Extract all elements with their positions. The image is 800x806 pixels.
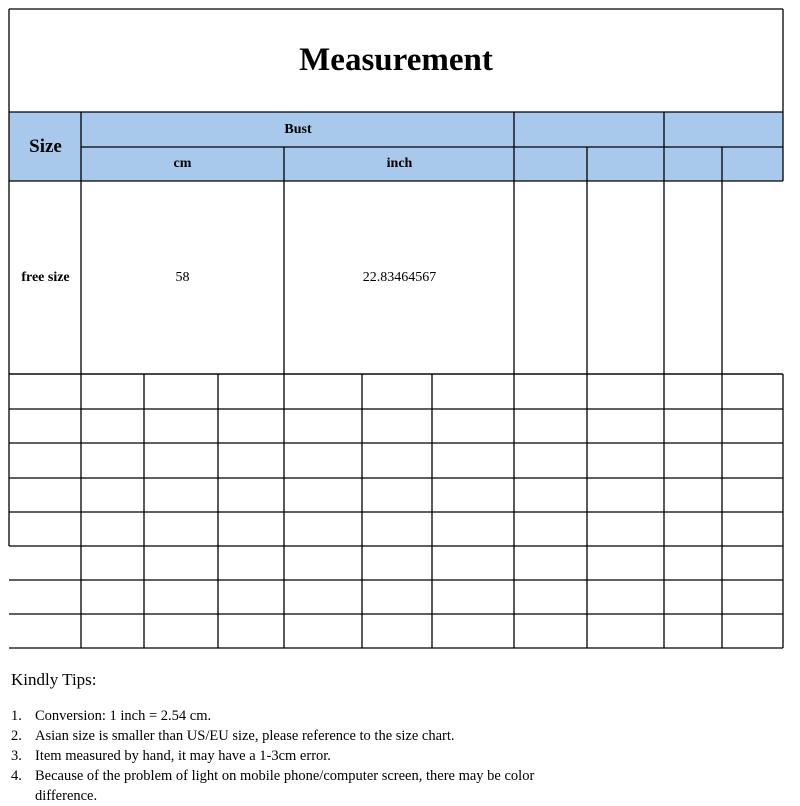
page-margin (783, 0, 800, 660)
tip-number: 4. (11, 768, 22, 784)
tip-item (11, 706, 791, 726)
tip-item (11, 746, 791, 766)
kindly-tips (11, 670, 791, 806)
tip-number: 3. (11, 748, 22, 764)
tips-heading: Kindly Tips: (11, 670, 97, 689)
bust-header: Bust (284, 122, 312, 137)
tip-number: 2. (11, 728, 22, 744)
size-header: Size (29, 135, 62, 157)
inch-value: 22.83464567 (362, 269, 437, 285)
tip-text: Asian size is smaller than US/EU size, please reference to the size chart. (35, 728, 455, 744)
cm-value: 58 (175, 269, 190, 285)
tip-item (11, 766, 791, 806)
tip-number: 1. (11, 708, 22, 724)
page-title: Measurement (299, 42, 493, 78)
cm-header: cm (173, 156, 192, 171)
inch-header: inch (386, 156, 413, 171)
size-value: free size (21, 269, 70, 285)
tip-text: Item measured by hand, it may have a 1-3cm error. (35, 748, 331, 764)
tip-text: Because of the problem of light on mobile phone/computer screen, there may be color difference. (35, 768, 535, 804)
tip-text: Conversion: 1 inch = 2.54 cm. (35, 708, 212, 724)
tip-item (11, 726, 791, 746)
